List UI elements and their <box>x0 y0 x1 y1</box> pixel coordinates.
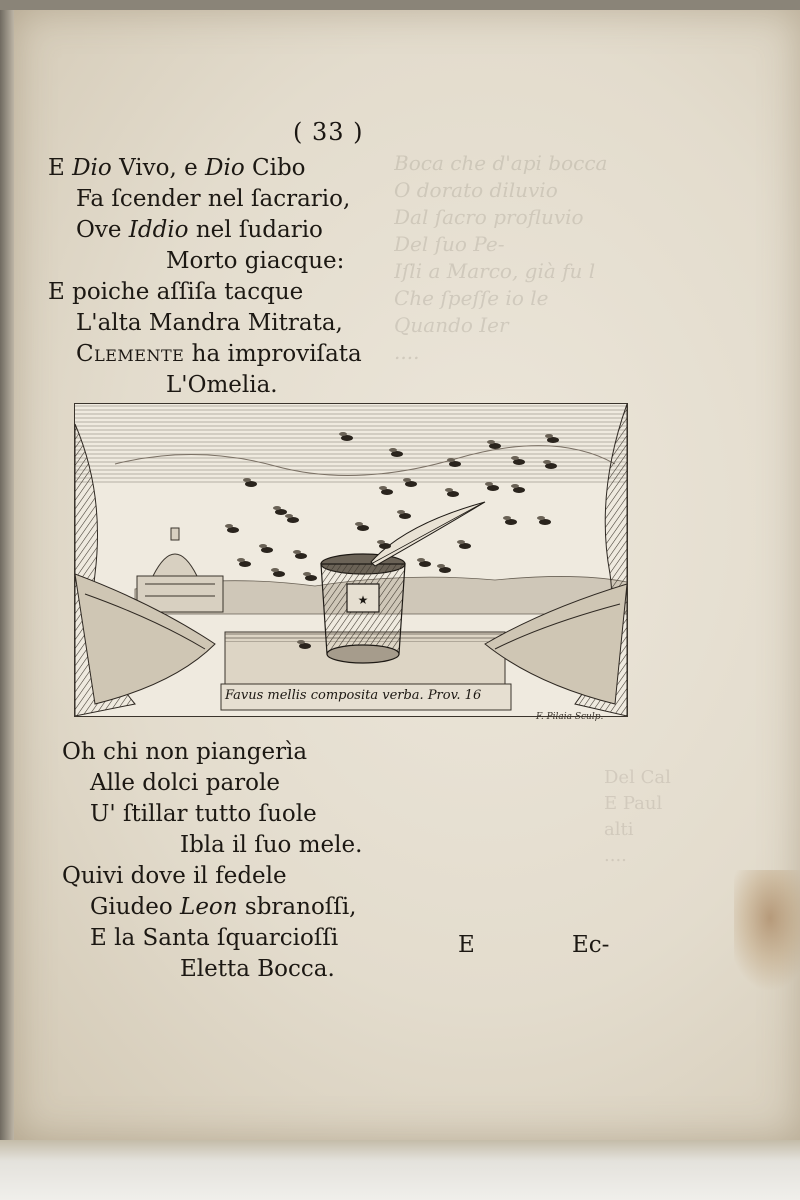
verse-line: Alle dolci parole <box>90 770 280 796</box>
basilica-dome <box>137 528 223 612</box>
inkwell <box>321 554 405 663</box>
verse-line: Oh chi non piangerìa <box>62 739 308 765</box>
verse-line: Fa ſcender nel ſacrario, <box>76 186 351 212</box>
verse-line: Eletta Bocca. <box>180 956 335 982</box>
verse-line: Morto giacque: <box>166 248 345 274</box>
verse-line: E poiche aſſiſa tacque <box>48 279 304 305</box>
catchword-1: E <box>458 932 475 958</box>
engraving-illustration <box>75 404 627 716</box>
page-number: ( 33 ) <box>293 118 364 146</box>
bleed-through-text-lower: Del Cal E Paul alti .... <box>604 767 671 866</box>
verse-line: L'Omelia. <box>166 372 278 398</box>
svg-text:★: ★ <box>357 593 369 607</box>
engraver-signature: F. Pilaia Sculp. <box>536 712 604 722</box>
engraving-plate <box>74 403 628 717</box>
bleed-through-text-upper: Boca che d'api bocca O dorato diluvio Dal ſacro profluvio Del ſuo Pe- Iſli a Marco, già fu l Che ſpeſſe io le Quando Ier .... <box>394 151 608 364</box>
verse-line: L'alta Mandra Mitrata, <box>76 310 343 336</box>
foxing-stain <box>734 870 800 990</box>
verse-line: Ibla il ſuo mele. <box>180 832 363 858</box>
engraving-motto: Favus mellis composita verba. Prov. 16 <box>225 688 482 703</box>
verse-stanza-bottom <box>62 737 362 985</box>
verse-line: E la Santa ſquarcioſſi <box>90 925 339 951</box>
page-bottom-edge <box>0 1140 800 1200</box>
catchword-2: Ec- <box>572 932 610 958</box>
verse-line: U' ſtillar tutto ſuole <box>90 801 317 827</box>
sky-hatching <box>75 404 627 484</box>
verse-stanza-top <box>48 153 362 401</box>
verse-line: Quivi dove il fedele <box>62 863 287 889</box>
verse-line: Ove Iddio nel ſudario <box>76 217 323 243</box>
verse-line: Clemente ha improviſata <box>76 341 362 367</box>
verse-line: Giudeo Leon sbranoſſi, <box>90 894 357 920</box>
verse-line: E Dio Vivo, e Dio Cibo <box>48 155 306 181</box>
